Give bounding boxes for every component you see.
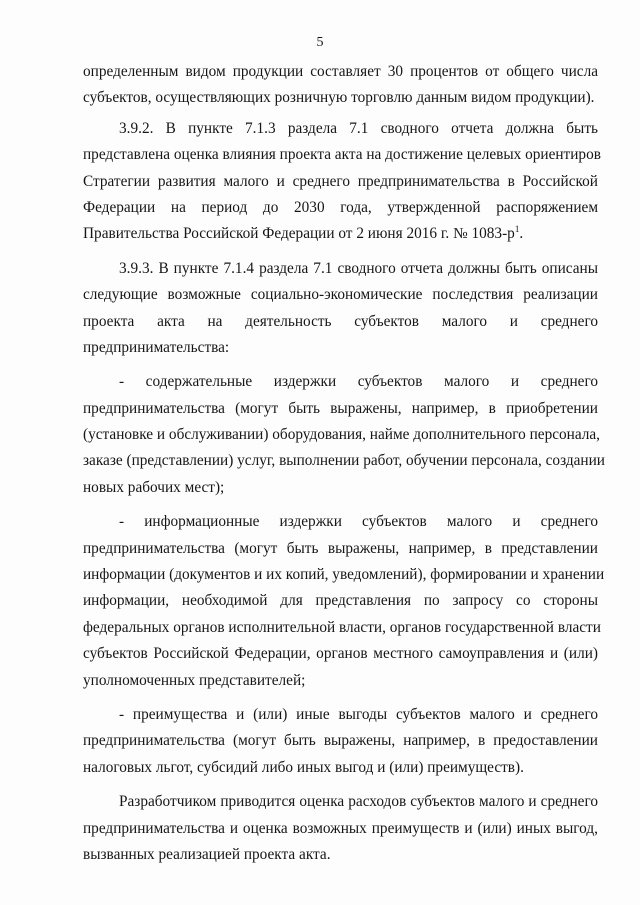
- footnote-marker: 1: [514, 224, 520, 235]
- list-item-line: информации (документов и их копий, уведомлений), формировании и хранении: [83, 566, 605, 584]
- paragraph-line: 3.9.3. В пункте 7.1.4 раздела 7.1 сводного отчета должны быть описаны: [119, 259, 598, 277]
- list-item-line: - информационные издержки субъектов малого и среднего: [119, 513, 598, 531]
- list-item-line: - содержательные издержки субъектов малого и среднего: [119, 373, 598, 391]
- list-item-line: предпринимательства (могут быть выражены, например, в приобретении: [83, 399, 598, 417]
- paragraph-line: предпринимательства:: [83, 338, 230, 356]
- paragraph-line: проекта акта на деятельность субъектов малого и среднего: [83, 312, 598, 330]
- line-text: Правительства Российской Федерации от 2 июня 2016 г. № 1083-р: [83, 225, 515, 243]
- paragraph-line: предпринимательства и оценка возможных преимуществ и (или) иных выгод,: [83, 819, 598, 837]
- paragraph-line: [83, 221, 598, 247]
- list-item-line: предпринимательства (могут быть выражены, например, в предоставлении: [83, 732, 598, 750]
- list-item-line: налоговых льгот, субсидий либо иных выгод и (или) преимуществ).: [83, 758, 524, 776]
- list-item-line: (установке и обслуживании) оборудования, найме дополнительного персонала,: [83, 426, 601, 444]
- paragraph-line: представлена оценка влияния проекта акта на достижение целевых ориентиров: [83, 146, 601, 164]
- paragraph-line: 3.9.2. В пункте 7.1.3 раздела 7.1 сводного отчета должна быть: [119, 119, 598, 137]
- page-number: 5: [316, 35, 324, 50]
- list-item-line: информации, необходимой для представления по запросу со стороны: [83, 592, 598, 610]
- list-item-line: - преимущества и (или) иные выгоды субъектов малого и среднего: [119, 705, 598, 723]
- line-end: .: [519, 225, 524, 243]
- paragraph-line: Стратегии развития малого и среднего предпринимательства в Российской: [83, 172, 598, 190]
- list-item-line: новых рабочих мест);: [83, 478, 225, 496]
- document-body: [83, 59, 605, 868]
- paragraph-line: субъектов, осуществляющих розничную торговлю данным видом продукции).: [83, 89, 595, 107]
- list-item-line: субъектов Российской Федерации, органов местного самоуправления и (или): [83, 645, 598, 663]
- list-item-line: предпринимательства (могут быть выражены, например, в представлении: [83, 539, 598, 557]
- paragraph-line: вызванных реализацией проекта акта.: [83, 845, 331, 863]
- list-item-line: федеральных органов исполнительной власти, органов государственной власти: [83, 618, 601, 636]
- list-item-line: уполномоченных представителей;: [83, 671, 306, 689]
- paragraph-line: Разработчиком приводится оценка расходов субъектов малого и среднего: [119, 793, 598, 811]
- paragraph-line: определенным видом продукции составляет 30 процентов от общего числа: [83, 63, 598, 80]
- paragraph-line: следующие возможные социально-экономические последствия реализации: [83, 286, 598, 304]
- paragraph-line: Федерации на период до 2030 года, утвержденной распоряжением: [83, 198, 598, 216]
- list-item-line: заказе (представлении) услуг, выполнении работ, обучении персонала, создании: [83, 452, 605, 470]
